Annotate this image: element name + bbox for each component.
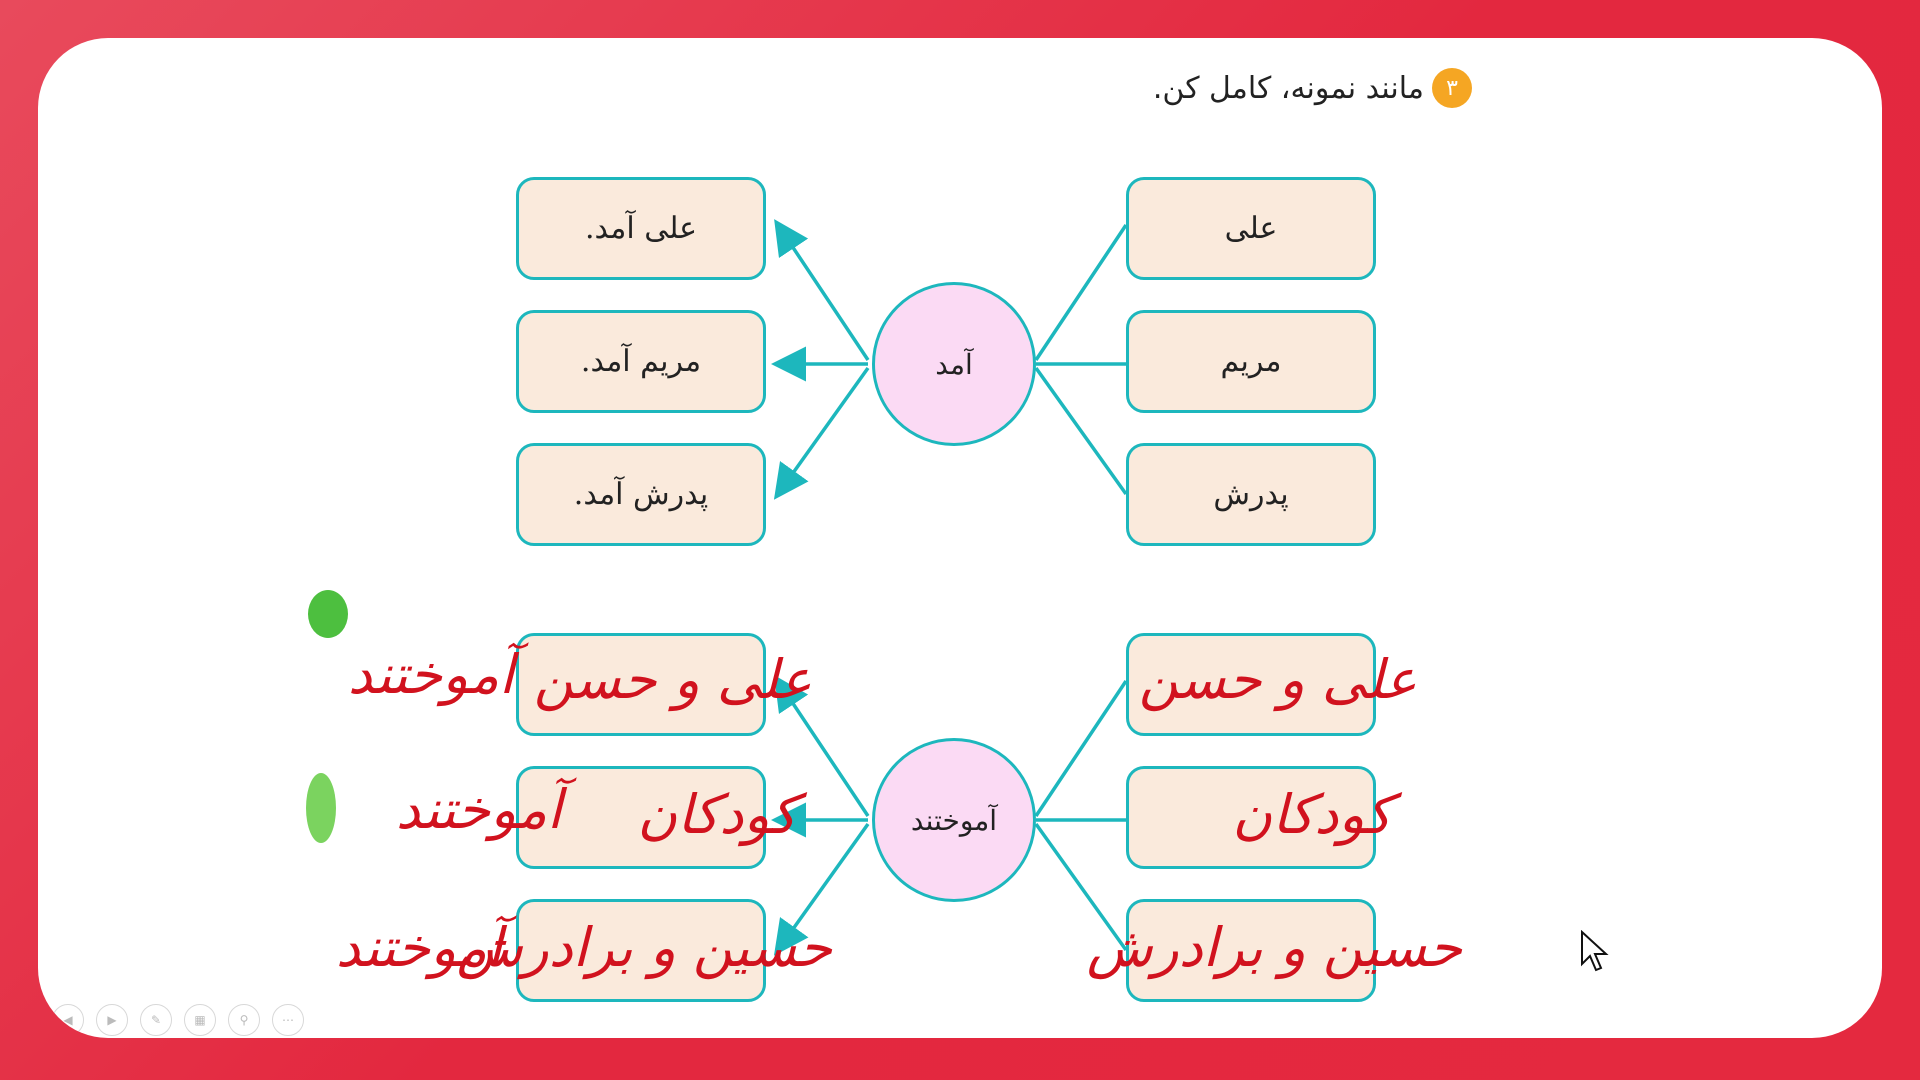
presentation-toolbar: [52, 1004, 304, 1036]
handwritten-sentence-subject-3: حسین و برادرش: [456, 916, 832, 979]
example-sentence-box-2: مریم آمد.: [516, 310, 766, 413]
slides-icon[interactable]: ▦: [184, 1004, 216, 1036]
green-decoration: [308, 590, 348, 638]
mouse-cursor-icon: [1580, 930, 1610, 972]
handwritten-subject-2: کودکان: [1232, 783, 1392, 846]
example-verb-circle: آمد: [872, 282, 1036, 446]
handwritten-verb-1: آموختند: [347, 643, 514, 706]
example-subject-box-3: پدرش: [1126, 443, 1376, 546]
handwritten-verb-2: آموختند: [395, 778, 562, 841]
back-icon[interactable]: ◀: [52, 1004, 84, 1036]
zoom-icon[interactable]: ⚲: [228, 1004, 260, 1036]
slide-card: [38, 38, 1882, 1038]
handwritten-subject-3: حسین و برادرش: [1086, 916, 1462, 979]
handwritten-subject-1: علی و حسن: [1138, 648, 1417, 711]
exercise-verb-circle: آموختند: [872, 738, 1036, 902]
example-subject-box-2: مریم: [1126, 310, 1376, 413]
handwritten-sentence-subject-1: علی و حسن: [533, 648, 812, 711]
more-icon[interactable]: ⋯: [272, 1004, 304, 1036]
example-subject-box-1: علی: [1126, 177, 1376, 280]
handwritten-verb-3: آموختند: [335, 916, 502, 979]
green-decoration: [306, 773, 336, 843]
forward-icon[interactable]: ▶: [96, 1004, 128, 1036]
instruction-text: مانند نمونه، کامل کن.: [1152, 70, 1424, 106]
handwritten-sentence-subject-2: کودکان: [637, 783, 797, 846]
example-sentence-box-1: علی آمد.: [516, 177, 766, 280]
pen-icon[interactable]: ✎: [140, 1004, 172, 1036]
question-number-badge: ۳: [1432, 68, 1472, 108]
example-sentence-box-3: پدرش آمد.: [516, 443, 766, 546]
